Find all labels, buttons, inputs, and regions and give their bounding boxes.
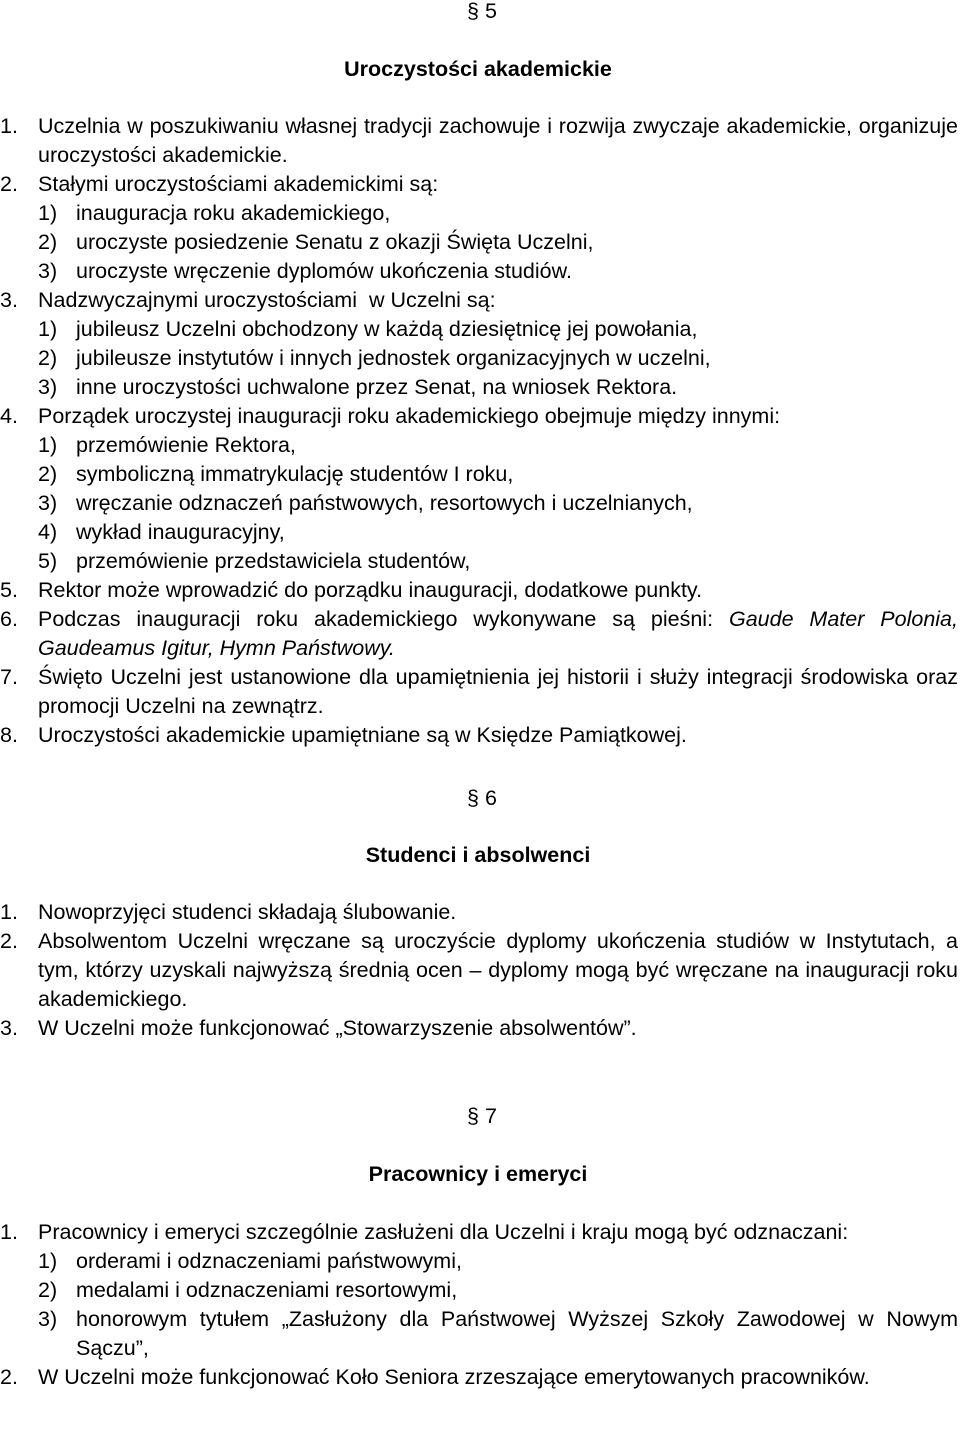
section-7-title: Pracownicy i emeryci: [368, 1162, 588, 1186]
list-item: 7. Święto Uczelni jest ustanowione dla upamiętnienia jej historii i służy integracji środowiska oraz promocji Uczelni na zewnątrz.: [0, 665, 958, 718]
sub-item: 2) uroczyste posiedzenie Senatu z okazji Święta Uczelni,: [38, 230, 594, 254]
sub-item: 1) przemówienie Rektora,: [38, 433, 296, 457]
list-item: 3. Nadzwyczajnymi uroczystościami w Uczelni są:: [0, 288, 496, 312]
sub-item: 5) przemówienie przedstawiciela studentów,: [38, 549, 471, 573]
list-item: 6. Podczas inauguracji roku akademickiego wykonywane są pieśni: Gaude Mater Polonia, Gaudeamus Igitur, Hymn Państwowy.: [0, 607, 958, 660]
sub-item: 2) jubileusze instytutów i innych jednostek organizacyjnych w uczelni,: [38, 346, 711, 370]
sub-item: 2) medalami i odznaczeniami resortowymi,: [38, 1278, 458, 1302]
list-item: 8. Uroczystości akademickie upamiętniane są w Księdze Pamiątkowej.: [0, 723, 687, 747]
song-titles: Gaude Mater Polonia, Gaudeamus Igitur, Hymn Państwowy.: [38, 607, 958, 660]
section-5-body: [0, 112, 958, 750]
list-item: 2. W Uczelni może funkcjonować Koło Seniora zrzeszające emerytowanych pracowników.: [0, 1365, 870, 1389]
sub-item: 1) jubileusz Uczelni obchodzony w każdą dziesiętnicę jej powołania,: [38, 317, 698, 341]
list-item: 4. Porządek uroczystej inauguracji roku akademickiego obejmuje między innymi:: [0, 404, 781, 428]
section-7-number: § 7: [467, 1104, 497, 1128]
section-5-title: Uroczystości akademickie: [344, 57, 612, 81]
sub-item: 1) inauguracja roku akademickiego,: [38, 201, 391, 225]
list-item: 5. Rektor może wprowadzić do porządku inauguracji, dodatkowe punkty.: [0, 578, 703, 602]
section-6-number: § 6: [467, 786, 497, 810]
sub-item: 3) honorowym tytułem „Zasłużony dla Państwowej Wyższej Szkoły Zawodowej w Nowym Sączu”,: [38, 1307, 958, 1360]
section-6-body: [0, 898, 958, 1043]
list-item: 1. Pracownicy i emeryci szczególnie zasłużeni dla Uczelni i kraju mogą być odznaczani:: [0, 1220, 849, 1244]
sub-item: 3) uroczyste wręczenie dyplomów ukończenia studiów.: [38, 259, 572, 283]
section-6-title: Studenci i absolwenci: [365, 843, 591, 867]
sub-item: 3) inne uroczystości uchwalone przez Senat, na wniosek Rektora.: [38, 375, 678, 399]
list-item: 1. Uczelnia w poszukiwaniu własnej tradycji zachowuje i rozwija zwyczaje akademickie, organizuje uroczystości akademickie.: [0, 114, 958, 167]
list-item: 2. Stałymi uroczystościami akademickimi są:: [0, 172, 439, 196]
sub-item: 4) wykład inauguracyjny,: [38, 520, 285, 544]
sub-item: 2) symboliczną immatrykulację studentów I roku,: [38, 462, 514, 486]
sub-item: 1) orderami i odznaczeniami państwowymi,: [38, 1249, 462, 1273]
section-5-number: § 5: [467, 0, 497, 23]
list-item: 1. Nowoprzyjęci studenci składają ślubowanie.: [0, 900, 457, 924]
list-item: 3. W Uczelni może funkcjonować „Stowarzyszenie absolwentów”.: [0, 1016, 637, 1040]
section-7-body: [0, 1218, 958, 1392]
sub-item: 3) wręczanie odznaczeń państwowych, resortowych i uczelnianych,: [38, 491, 693, 515]
list-item: 2. Absolwentom Uczelni wręczane są uroczyście dyplomy ukończenia studiów w Instytutach, a tym, którzy uzyskali najwyższą średnią ocen – dyplomy mogą być wręczane na inauguracji roku akademickiego.: [0, 929, 958, 1011]
